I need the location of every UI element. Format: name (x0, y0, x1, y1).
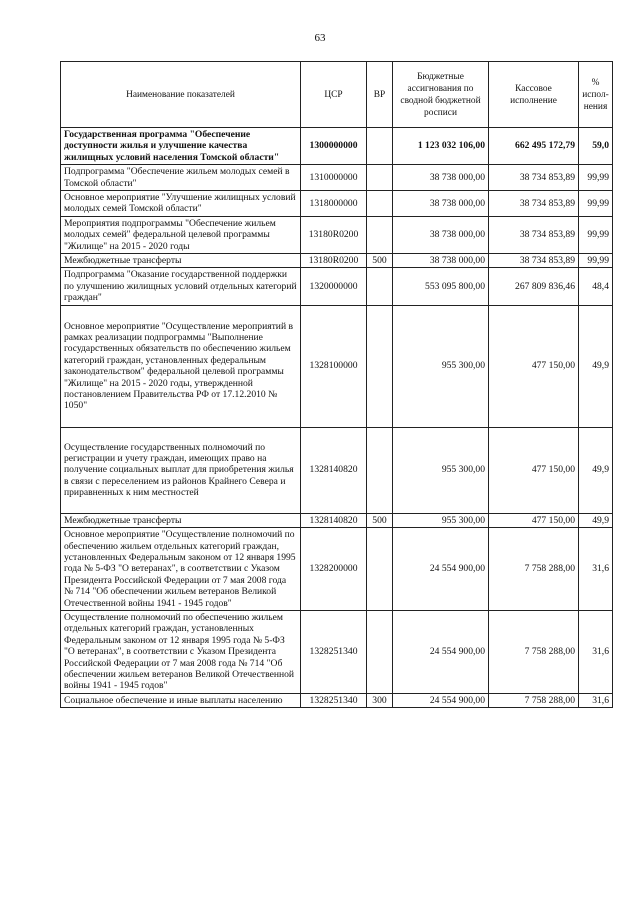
row-vr (367, 427, 393, 513)
row-cash: 7 758 288,00 (489, 528, 579, 611)
row-pct: 99,99 (579, 191, 613, 217)
row-csr: 1320000000 (301, 268, 367, 305)
row-name: Основное мероприятие "Осуществление полномочий по обеспечению жильем отдельных категорий граждан, установленных Федеральным законом от 12 января 1995 года № 5-ФЗ "О ветеранах", в соответствии с Указом Президента Российской Федерации от 7 мая 2008 года № 714 "Об обеспечении жильем ветеранов Великой Отечественной войны 1941 - 1945 годов" (61, 528, 301, 611)
row-cash: 267 809 836,46 (489, 268, 579, 305)
row-name: Основное мероприятие "Осуществление мероприятий в рамках реализации подпрограммы "Выполнение государственных обязательств по обеспечению жильем категорий граждан, установленных федеральным законодательством" федеральной целевой программы "Жилище" на 2015 - 2020 годы, утвержденной постановлением Правительства РФ от 17.12.2010 № 1050" (61, 305, 301, 427)
table-row (61, 513, 613, 527)
row-budget: 553 095 800,00 (393, 268, 489, 305)
row-pct: 48,4 (579, 268, 613, 305)
row-budget: 38 738 000,00 (393, 165, 489, 191)
row-csr: 1318000000 (301, 191, 367, 217)
table-row (61, 610, 613, 693)
budget-execution-table (60, 61, 613, 708)
row-csr: 1328140820 (301, 513, 367, 527)
row-name: Мероприятия подпрограммы "Обеспечение жильем молодых семей" федеральной целевой программы "Жилище" на 2015 - 2020 годы (61, 216, 301, 253)
row-budget: 38 738 000,00 (393, 254, 489, 268)
row-budget: 24 554 900,00 (393, 610, 489, 693)
table-row (61, 191, 613, 217)
table-row (61, 268, 613, 305)
header-vr: ВР (367, 62, 393, 128)
row-pct: 99,99 (579, 254, 613, 268)
row-pct: 31,6 (579, 528, 613, 611)
row-vr (367, 528, 393, 611)
header-budget: Бюджетные ассигнования по сводной бюджетной росписи (393, 62, 489, 128)
row-csr: 1328251340 (301, 693, 367, 707)
row-name: Осуществление полномочий по обеспечению жильем отдельных категорий граждан, установленных Федеральным законом от 12 января 1995 года № 5-ФЗ "О ветеранах", в соответствии с Указом Президента Российской Федерации от 7 мая 2008 года № 714 "Об обеспечении жильем ветеранов Великой Отечественной войны 1941 - 1945 годов" (61, 610, 301, 693)
row-vr (367, 305, 393, 427)
row-pct: 99,99 (579, 165, 613, 191)
table-row (61, 165, 613, 191)
header-cash: Кассовое исполнение (489, 62, 579, 128)
row-vr (367, 610, 393, 693)
row-budget: 38 738 000,00 (393, 216, 489, 253)
row-cash: 477 150,00 (489, 305, 579, 427)
row-cash: 477 150,00 (489, 427, 579, 513)
row-pct: 49,9 (579, 427, 613, 513)
row-vr (367, 128, 393, 165)
row-cash: 662 495 172,79 (489, 128, 579, 165)
row-name: Подпрограмма "Оказание государственной поддержки по улучшению жилищных условий отдельных категорий граждан" (61, 268, 301, 305)
table-row (61, 427, 613, 513)
table-row (61, 305, 613, 427)
row-name: Межбюджетные трансферты (61, 513, 301, 527)
row-budget: 1 123 032 106,00 (393, 128, 489, 165)
row-name: Основное мероприятие "Улучшение жилищных условий молодых семей Томской области" (61, 191, 301, 217)
row-csr: 1300000000 (301, 128, 367, 165)
table-row (61, 216, 613, 253)
row-budget: 24 554 900,00 (393, 528, 489, 611)
row-vr (367, 165, 393, 191)
header-csr: ЦСР (301, 62, 367, 128)
header-pct: % испол-нения (579, 62, 613, 128)
row-vr: 500 (367, 513, 393, 527)
table-row (61, 693, 613, 707)
row-vr (367, 216, 393, 253)
header-name: Наименование показателей (61, 62, 301, 128)
row-name: Социальное обеспечение и иные выплаты населению (61, 693, 301, 707)
row-cash: 38 734 853,89 (489, 254, 579, 268)
row-name: Межбюджетные трансферты (61, 254, 301, 268)
row-csr: 1328251340 (301, 610, 367, 693)
row-pct: 31,6 (579, 693, 613, 707)
row-csr: 13180R0200 (301, 216, 367, 253)
row-cash: 38 734 853,89 (489, 191, 579, 217)
row-budget: 955 300,00 (393, 427, 489, 513)
row-pct: 49,9 (579, 513, 613, 527)
row-cash: 7 758 288,00 (489, 693, 579, 707)
row-vr: 500 (367, 254, 393, 268)
row-pct: 99,99 (579, 216, 613, 253)
row-csr: 13180R0200 (301, 254, 367, 268)
row-name: Осуществление государственных полномочий по регистрации и учету граждан, имеющих право на получение социальных выплат для приобретения жилья в связи с переселением из районов Крайнего Севера и приравненных к ним местностей (61, 427, 301, 513)
row-pct: 49,9 (579, 305, 613, 427)
page-number: 63 (314, 32, 326, 44)
row-vr: 300 (367, 693, 393, 707)
row-csr: 1310000000 (301, 165, 367, 191)
table-header-row (61, 62, 613, 128)
row-vr (367, 191, 393, 217)
row-pct: 59,0 (579, 128, 613, 165)
row-cash: 477 150,00 (489, 513, 579, 527)
table-row (61, 528, 613, 611)
table-row (61, 128, 613, 165)
row-name: Государственная программа "Обеспечение доступности жилья и улучшение качества жилищных условий населения Томской области" (61, 128, 301, 165)
row-budget: 955 300,00 (393, 513, 489, 527)
row-vr (367, 268, 393, 305)
row-csr: 1328200000 (301, 528, 367, 611)
table-row (61, 254, 613, 268)
row-cash: 38 734 853,89 (489, 165, 579, 191)
row-budget: 955 300,00 (393, 305, 489, 427)
row-cash: 38 734 853,89 (489, 216, 579, 253)
row-name: Подпрограмма "Обеспечение жильем молодых семей в Томской области" (61, 165, 301, 191)
row-csr: 1328140820 (301, 427, 367, 513)
row-pct: 31,6 (579, 610, 613, 693)
row-budget: 24 554 900,00 (393, 693, 489, 707)
row-budget: 38 738 000,00 (393, 191, 489, 217)
row-csr: 1328100000 (301, 305, 367, 427)
row-cash: 7 758 288,00 (489, 610, 579, 693)
